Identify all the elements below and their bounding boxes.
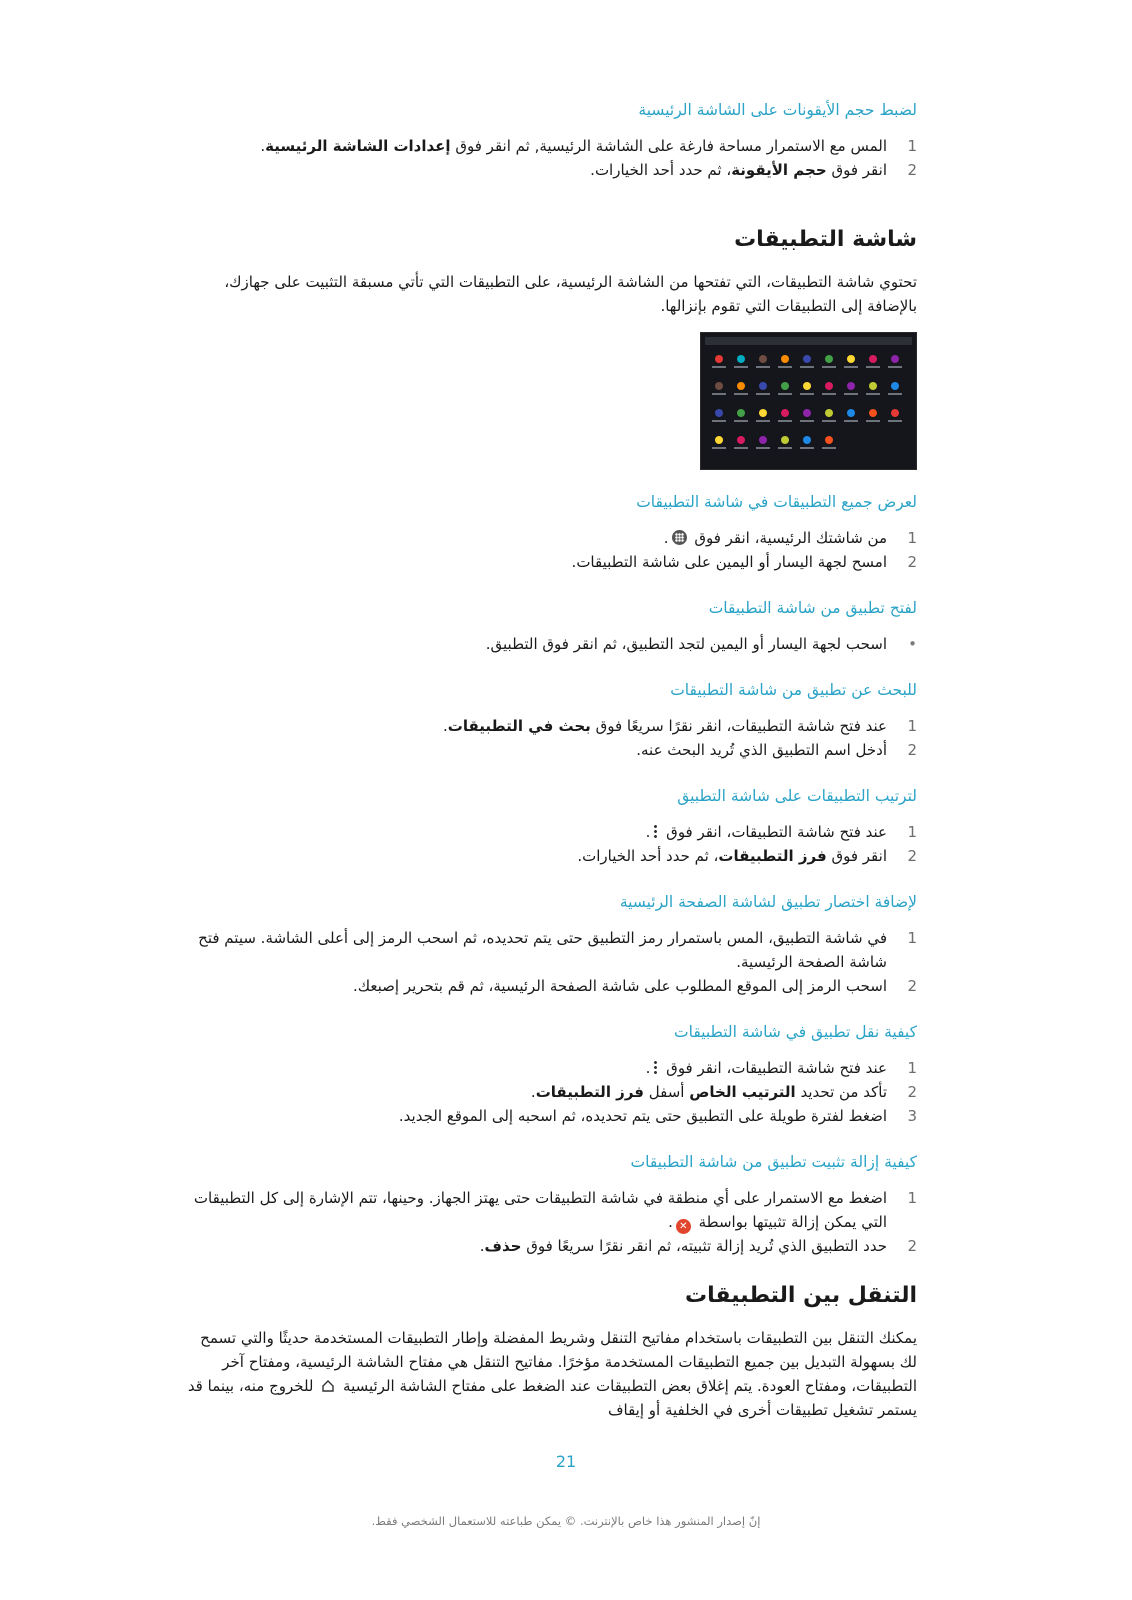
step-text-end: . [260,137,266,155]
step-text-part: تأكد من تحديد [795,1083,887,1101]
app-thumbnail-icon [891,355,899,363]
step-text [187,1056,887,1080]
app-thumbnail-icon [869,355,877,363]
step [187,1234,917,1258]
step [187,714,917,738]
step-bold: فرز التطبيقات [535,1083,644,1101]
app-thumbnail-label [822,447,836,449]
screenshot-wrap [187,332,917,470]
app-thumbnail-icon [869,382,877,390]
app-thumbnail-icon [715,436,723,444]
step-bold: بحث في التطبيقات [447,717,591,735]
app-thumbnail-icon [825,382,833,390]
step-text: في شاشة التطبيق، المس باستمرار رمز التطبيق حتى يتم تحديده، ثم اسحب الرمز إلى أعلى الشاشة. سيتم فتح شاشة الصفحة الرئيسية. [198,929,887,971]
step-text-part: حدد التطبيق الذي تُريد إزالة تثبيته، ثم انقر نقرًا سريعًا فوق [521,1237,887,1255]
page-content [187,100,917,1436]
app-thumbnail-label [778,420,792,422]
app-thumbnail-label [734,420,748,422]
step-number: 1 [907,1189,917,1207]
app-thumbnail-label [888,420,902,422]
app-thumbnail-label [866,420,880,422]
screenshot-search-bar [705,337,912,345]
app-thumbnail-icon [759,355,767,363]
move-steps [187,1056,917,1128]
bullet-mark: • [908,635,917,653]
step-number: 1 [907,529,917,547]
app-thumbnail-icon [759,382,767,390]
app-thumbnail-label [712,447,726,449]
step [187,974,917,998]
step-text-part: عند فتح شاشة التطبيقات، انقر فوق [661,1059,887,1077]
section-title-navigate: التنقل بين التطبيقات [685,1283,917,1308]
app-thumbnail-icon [803,382,811,390]
step-text [187,1234,887,1258]
remove-badge-icon: ✕ [676,1219,691,1234]
app-thumbnail-icon [715,409,723,417]
app-thumbnail-icon [759,436,767,444]
step-bold: إعدادات الشاشة الرئيسية [265,137,451,155]
app-thumbnail-icon [737,355,745,363]
step [187,134,917,158]
uninstall-steps [187,1186,917,1258]
section-title-app-screen: شاشة التطبيقات [734,227,917,252]
step-number: 1 [907,1059,917,1077]
step-text-end: . [668,1213,673,1231]
app-thumbnail-label [800,393,814,395]
app-screen-screenshot [700,332,917,470]
page-number: 21 [555,1452,577,1471]
step-text-end: ، ثم حدد أحد الخيارات. [577,847,719,865]
step [187,526,917,550]
arrange-steps [187,820,917,868]
app-thumbnail-label [712,420,726,422]
app-thumbnail-label [734,447,748,449]
step-text-part: عند فتح شاشة التطبيقات، انقر نقرًا سريعًا فوق [590,717,887,735]
step-text [187,714,887,738]
app-thumbnail-label [822,420,836,422]
shortcut-steps [187,926,917,998]
bullet-text: اسحب لجهة اليسار أو اليمين لتجد التطبيق، ثم انقر فوق التطبيق. [485,635,887,653]
section-heading-open-app: لفتح تطبيق من شاشة التطبيقات [708,599,917,617]
app-thumbnail-icon [891,382,899,390]
section-heading-search: للبحث عن تطبيق من شاشة التطبيقات [670,681,917,699]
step-number: 3 [907,1107,917,1125]
app-thumbnail-label [756,447,770,449]
app-thumbnail-icon [847,382,855,390]
app-thumbnail-label [888,366,902,368]
step-bold: حذف [484,1237,522,1255]
navigate-paragraph [187,1326,917,1422]
step-number: 1 [907,929,917,947]
section-heading-arrange: لترتيب التطبيقات على شاشة التطبيق [677,787,917,805]
step-bold: فرز التطبيقات [718,847,827,865]
step-number: 2 [907,1083,917,1101]
app-thumbnail-icon [825,409,833,417]
app-thumbnail-label [756,366,770,368]
app-thumbnail-icon [781,382,789,390]
step-text-end: . [645,1059,651,1077]
view-all-steps [187,526,917,574]
app-thumbnail-label [778,393,792,395]
step-text-end: . [645,823,651,841]
app-thumbnail-label [844,366,858,368]
bullet-item [187,632,917,656]
step [187,550,917,574]
step-number: 2 [907,977,917,995]
section-heading-shortcut: لإضافة اختصار تطبيق لشاشة الصفحة الرئيسية [619,893,917,911]
step-text-end: . [530,1083,536,1101]
app-thumbnail-icon [847,409,855,417]
app-thumbnail-label [756,420,770,422]
step-text-part: المس مع الاستمرار مساحة فارغة على الشاشة الرئيسية, ثم انقر فوق [450,137,887,155]
app-thumbnail-label [844,393,858,395]
app-thumbnail-label [712,393,726,395]
step-text-part: انقر فوق [826,847,887,865]
apps-grid-icon [672,530,687,545]
step [187,926,917,974]
step-text-part: عند فتح شاشة التطبيقات، انقر فوق [661,823,887,841]
section-heading-move: كيفية نقل تطبيق في شاشة التطبيقات [674,1023,917,1041]
app-thumbnail-icon [825,436,833,444]
paragraph-part: للخروج منه، بينما قد يستمر تشغيل تطبيقات أخرى في الخلفية أو إيقاف [187,1377,917,1419]
vertical-dots-icon [653,1060,658,1075]
app-thumbnail-label [888,393,902,395]
step-text [187,1186,887,1234]
app-thumbnail-label [800,447,814,449]
app-thumbnail-label [778,366,792,368]
step-number: 2 [907,161,917,179]
step [187,158,917,182]
step-text-end: . [479,1237,485,1255]
step-number: 2 [907,1237,917,1255]
section-heading-view-all: لعرض جميع التطبيقات في شاشة التطبيقات [636,493,917,511]
step [187,1104,917,1128]
step-text: امسح لجهة اليسار أو اليمين على شاشة التطبيقات. [571,553,887,571]
step [187,738,917,762]
step-text-end: . [443,717,448,735]
step-text-part: أسفل [643,1083,690,1101]
step-number: 1 [907,823,917,841]
app-thumbnail-icon [803,409,811,417]
app-thumbnail-label [822,366,836,368]
step-number: 2 [907,553,917,571]
app-thumbnail-icon [737,382,745,390]
app-thumbnail-icon [781,355,789,363]
step [187,1186,917,1234]
app-thumbnail-icon [737,409,745,417]
step [187,820,917,844]
step-number: 2 [907,741,917,759]
app-thumbnail-label [866,393,880,395]
step-text-part: من شاشتك الرئيسية، انقر فوق [689,529,887,547]
icon-size-steps [187,134,917,182]
step-bold: حجم الأيقونة [731,161,827,179]
step-text: اسحب الرمز إلى الموقع المطلوب على شاشة الصفحة الرئيسية، ثم قم بتحرير إصبعك. [352,977,887,995]
step-text [187,820,887,844]
step-number: 1 [907,137,917,155]
app-thumbnail-icon [781,409,789,417]
vertical-dots-icon [653,824,658,839]
app-thumbnail-label [712,366,726,368]
search-steps [187,714,917,762]
footer-note: إنّ إصدار المنشور هذا خاص بالإنترنت. © يمكن طباعته للاستعمال الشخصي فقط. [371,1514,761,1528]
app-thumbnail-icon [715,382,723,390]
app-thumbnail-icon [869,409,877,417]
home-icon [321,1379,335,1393]
app-thumbnail-icon [737,436,745,444]
app-thumbnail-label [822,393,836,395]
paragraph-part: يمكنك التنقل بين التطبيقات باستخدام مفاتيح التنقل وشريط المفضلة وإطار التطبيقات المستخدمة حديثًا والتي تسمح لك بسهولة التبديل بين جميع التطبيقات المستخدمة مؤخرًا. مفاتيح التنقل هي مفتاح الشاشة الرئيسية، ومفتاح آخر التطبيقات، ومفتاح العودة. يتم إغلاق بعض التطبيقات عند الضغط على مفتاح الشاشة الرئيسية [200,1329,917,1395]
step [187,1056,917,1080]
step-text-end: ، ثم حدد أحد الخيارات. [590,161,732,179]
app-thumbnail-label [756,393,770,395]
app-thumbnail-icon [847,355,855,363]
step-text [187,134,887,158]
app-thumbnail-label [734,366,748,368]
step-number: 1 [907,717,917,735]
open-app-steps [187,632,917,656]
app-thumbnail-icon [781,436,789,444]
app-thumbnail-label [866,366,880,368]
app-thumbnail-icon [759,409,767,417]
step-text: أدخل اسم التطبيق الذي تُريد البحث عنه. [636,741,887,759]
step-text [187,158,887,182]
app-thumbnail-icon [803,355,811,363]
step-text [187,844,887,868]
app-thumbnail-icon [715,355,723,363]
step-text [187,526,887,550]
step-text-part: انقر فوق [826,161,887,179]
app-thumbnail-icon [803,436,811,444]
step [187,1080,917,1104]
app-thumbnail-icon [891,409,899,417]
step-text [187,1080,887,1104]
step [187,844,917,868]
step-bold: الترتيب الخاص [689,1083,796,1101]
app-thumbnail-label [800,366,814,368]
app-thumbnail-label [778,447,792,449]
section-heading-icon-size: لضبط حجم الأيقونات على الشاشة الرئيسية [638,101,917,119]
step-text-end: . [663,529,669,547]
step-text-part: اضغط مع الاستمرار على أي منطقة في شاشة التطبيقات حتى يهتز الجهاز. وحينها، تتم الإشارة إلى كل التطبيقات التي يمكن إزالة تثبيتها بواسطة [193,1189,887,1231]
app-thumbnail-label [734,393,748,395]
app-thumbnail-label [844,420,858,422]
step-text: اضغط لفترة طويلة على التطبيق حتى يتم تحديده، ثم اسحبه إلى الموقع الجديد. [398,1107,887,1125]
app-screen-paragraph: تحتوي شاشة التطبيقات، التي تفتحها من الشاشة الرئيسية، على التطبيقات التي تأتي مسبقة التثبيت على جهازك، بالإضافة إلى التطبيقات التي تقوم بإنزالها. [224,273,917,315]
app-thumbnail-label [800,420,814,422]
section-heading-uninstall: كيفية إزالة تثبيت تطبيق من شاشة التطبيقات [630,1153,917,1171]
step-number: 2 [907,847,917,865]
app-thumbnail-icon [825,355,833,363]
